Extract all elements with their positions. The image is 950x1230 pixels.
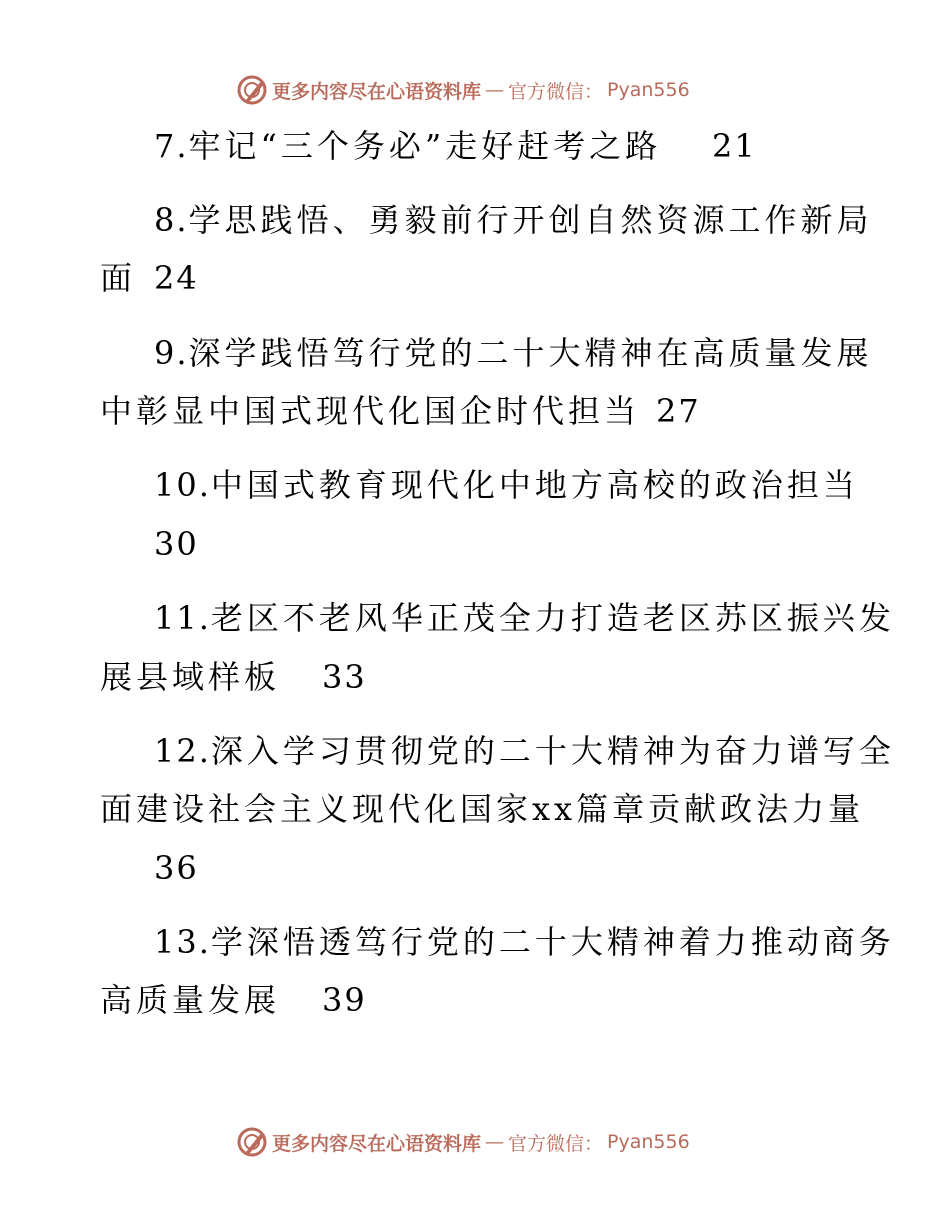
toc-entry-title: 学深悟透笃行党的二十大精神着力推动商务 — [210, 923, 895, 961]
toc-entry-9-line-2[interactable] — [100, 391, 640, 431]
toc-entry-13-line-2[interactable] — [100, 980, 280, 1020]
toc-entry-title-cont: 面建设社会主义现代化国家xx篇章贡献政法力量 — [100, 790, 865, 828]
pen-logo-icon — [236, 74, 268, 106]
toc-entry-12-line-2[interactable] — [100, 789, 864, 829]
toc-entry-number: 9. — [154, 334, 189, 372]
toc-entry-title-cont: 面 — [100, 259, 137, 297]
toc-entry-number: 10. — [154, 466, 211, 504]
footer-watermark — [236, 1124, 690, 1160]
watermark-site-text: 更多内容尽在心语资料库 — [272, 1132, 482, 1155]
toc-entry-number: 7. — [154, 127, 189, 165]
toc-entry-title: 深入学习贯彻党的二十大精神为奋力谱写全 — [210, 732, 895, 770]
toc-entry-title-cont: 高质量发展 — [100, 981, 281, 1019]
toc-entry-12-line-1[interactable] — [154, 731, 895, 771]
watermark-wechat-id: Pyan556 — [607, 79, 690, 101]
toc-entry-title: 牢记“三个务必”走好赶考之路 — [188, 127, 662, 165]
toc-entry-12-page: 36 — [154, 849, 199, 887]
watermark-official-label: 官方微信： — [508, 1132, 604, 1155]
toc-entry-10-page: 30 — [154, 525, 199, 563]
toc-entry-title: 中国式教育现代化中地方高校的政治担当 — [210, 466, 859, 504]
toc-entry-title-cont: 中彰显中国式现代化国企时代担当 — [100, 392, 641, 430]
toc-entry-13-page: 39 — [322, 981, 367, 1019]
toc-entry-11-line-2[interactable] — [100, 657, 280, 697]
toc-entry-10-line-1[interactable] — [154, 465, 859, 505]
pen-logo-icon — [236, 1126, 268, 1158]
toc-entry-8-line-1[interactable] — [154, 200, 873, 240]
toc-entry-9-line-1[interactable] — [154, 333, 873, 373]
toc-entry-7-line-1[interactable] — [154, 126, 661, 166]
watermark-dash: — — [485, 1131, 505, 1153]
toc-entry-title: 老区不老风华正茂全力打造老区苏区振兴发 — [210, 599, 895, 637]
watermark-official-label: 官方微信： — [508, 80, 604, 103]
header-watermark — [236, 72, 690, 108]
toc-entry-8-page: 24 — [154, 259, 199, 297]
watermark-dash: — — [485, 79, 505, 101]
toc-entry-11-line-1[interactable] — [154, 598, 895, 638]
toc-entry-title: 学思践悟、勇毅前行开创自然资源工作新局 — [188, 201, 873, 239]
watermark-site-text: 更多内容尽在心语资料库 — [272, 80, 482, 103]
toc-entry-number: 11. — [154, 599, 211, 637]
toc-entry-number: 12. — [154, 732, 211, 770]
toc-entry-title: 深学践悟笃行党的二十大精神在高质量发展 — [188, 334, 873, 372]
toc-entry-8-line-2[interactable] — [100, 258, 136, 298]
toc-entry-13-line-1[interactable] — [154, 922, 895, 962]
watermark-wechat-id: Pyan556 — [607, 1131, 690, 1153]
toc-entry-11-page: 33 — [322, 658, 367, 696]
toc-entry-9-page: 27 — [656, 392, 701, 430]
toc-entry-number: 8. — [154, 201, 189, 239]
toc-entry-title-cont: 展县域样板 — [100, 658, 281, 696]
toc-entry-7-page: 21 — [712, 127, 757, 165]
toc-entry-number: 13. — [154, 923, 211, 961]
